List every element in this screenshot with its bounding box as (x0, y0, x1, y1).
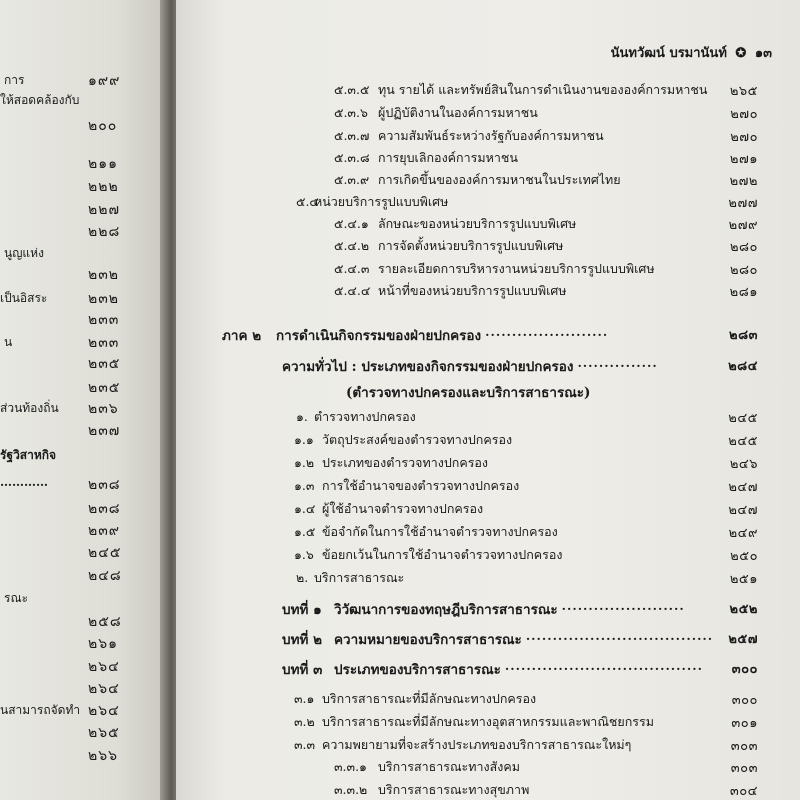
toc-title: วิวัฒนาการของทฤษฎีบริการสาธารณะ (334, 602, 558, 618)
toc-title: การใช้อำนาจของตำรวจทางปกครอง (322, 478, 520, 493)
toc-page-number: ๓๐๓ (730, 739, 758, 754)
toc-title: ความหมายของบริการสาธารณะ (334, 632, 522, 648)
toc-row (176, 192, 800, 212)
toc-title: การยุบเลิกองค์การมหาชน (378, 150, 518, 165)
left-entry-page: ๒๓๘ (88, 477, 121, 493)
toc-title: ผู้ใช้อำนาจตำรวจทางปกครอง (322, 501, 484, 516)
toc-number: ๓.๒ (294, 714, 315, 729)
toc-row (176, 281, 800, 301)
toc-title: การจัดตั้งหน่วยบริการรูปแบบพิเศษ (378, 238, 564, 253)
toc-number: ๓.๓.๑ (334, 759, 367, 774)
toc-page-number: ๒๕๑ (729, 572, 758, 587)
toc-page-number: ๒๗๑ (729, 152, 758, 167)
toc-row (176, 126, 800, 146)
header-author: นันทวัฒน์ บรมานันท์ (610, 46, 727, 61)
toc-title: การดำเนินกิจกรรมของฝ่ายปกครอง (276, 328, 482, 344)
toc-row (176, 148, 800, 168)
toc-number: บทที่ ๒ (282, 632, 322, 648)
page-header (611, 42, 772, 63)
toc-number: ๓.๓.๒ (334, 782, 368, 797)
left-entry-page: ๒๖๔ (88, 681, 120, 697)
toc-row (176, 712, 800, 732)
toc-page-number: ๒๗๗ (728, 196, 758, 211)
toc-leader-dots: ..................................... (504, 658, 703, 673)
toc-row (176, 780, 800, 800)
toc-title: บริการสาธารณะ (314, 570, 405, 585)
toc-title: ลักษณะของหน่วยบริการรูปแบบพิเศษ (378, 216, 577, 231)
toc-row (176, 407, 800, 427)
toc-page-number: ๓๐๐ (731, 662, 758, 677)
left-entry-page: ๒๓๕ (88, 356, 121, 372)
toc-title: บริการสาธารณะที่มีลักษณะทางอุตสาหกรรมและพาณิชยกรรม (322, 714, 654, 729)
toc-number: ภาค ๒ (222, 328, 262, 344)
toc-title: วัตถุประสงค์ของตำรวจทางปกครอง (322, 432, 513, 447)
toc-title: ผู้ปฏิบัติงานในองค์การมหาชน (378, 105, 538, 120)
toc-row (176, 658, 800, 678)
toc-page-number: ๒๘๔ (728, 359, 758, 374)
toc-page-number: ๒๘๐ (729, 263, 758, 278)
left-entry-page: ๒๒๘ (88, 224, 121, 240)
left-entry-page: ๒๐๐ (88, 118, 118, 134)
left-entry-page: ๒๓๒ (88, 291, 120, 307)
toc-page-number: ๓๐๓ (730, 761, 758, 776)
left-entry-page: ๒๓๙ (88, 523, 121, 539)
left-entry-page: ๒๖๑ (88, 636, 119, 652)
left-entry-page: ๒๖๔ (88, 659, 120, 675)
toc-page-number: ๒๔๕ (728, 434, 758, 449)
toc-page-number: ๒๘๑ (729, 285, 758, 300)
toc-number: บทที่ ๓ (282, 662, 323, 678)
left-entry-text: นูญแห่ง (4, 246, 44, 260)
toc-page-number: ๒๗๐ (730, 107, 758, 122)
toc-row (176, 598, 800, 618)
toc-page-number: ๒๔๙ (728, 526, 758, 541)
left-entry-page: ๒๒๗ (88, 202, 120, 218)
toc-number: ๑.๖ (294, 547, 314, 562)
toc-page-number: ๒๗๙ (728, 218, 758, 233)
left-entry-text: เป็นอิสระ (0, 291, 48, 305)
left-entry-page: ๒๔๘ (88, 568, 122, 584)
toc-row (176, 499, 800, 519)
left-entry-page: ๒๓๓ (88, 312, 120, 328)
toc-number: ๒. (296, 570, 309, 585)
toc-title: ความพยายามที่จะสร้างประเภทของบริการสาธารณะใหม่ๆ (322, 737, 632, 752)
toc-number: ๕.๓.๘ (334, 150, 370, 165)
toc-row (176, 453, 800, 473)
toc-row (176, 757, 800, 777)
toc-row (176, 568, 800, 588)
toc-number: ๕.๔.๒ (334, 238, 370, 253)
left-entry-page: ๒๓๓ (88, 335, 120, 351)
toc-page-number: ๒๗๐ (730, 130, 758, 145)
toc-number: ๕.๔.๓ (334, 261, 370, 276)
toc-page-number: ๓๐๑ (731, 716, 758, 731)
toc-row (176, 103, 800, 123)
toc-page-number: ๒๕๒ (729, 602, 758, 617)
toc-leader-dots: ................................... (525, 628, 714, 643)
toc-row (176, 735, 800, 755)
toc-number: ๑.๑ (294, 432, 314, 447)
toc-row (176, 324, 800, 344)
left-entry-page: ๒๓๕ (88, 380, 121, 396)
toc-leader-dots: ....................... (485, 324, 609, 339)
left-entry-page: ๒๕๘ (88, 614, 122, 630)
toc-title: ทุน รายได้ และทรัพย์สินในการดำเนินงานขององค์การมหาชน (378, 82, 708, 97)
toc-row (176, 689, 800, 709)
toc-page-number: ๒๔๖ (729, 457, 758, 472)
toc-number: ๓.๓ (294, 737, 316, 752)
toc-page-number: ๒๔๕ (728, 411, 758, 426)
left-entry-page: ๒๒๒ (88, 179, 119, 195)
toc-number: ๓.๑ (294, 691, 315, 706)
toc-title: หน่วยบริการรูปแบบพิเศษ (314, 194, 449, 209)
toc-number: ๑.๓ (294, 478, 315, 493)
toc-title: ประเภทของบริการสาธารณะ (334, 662, 501, 678)
left-entry-page: ๒๖๕ (88, 725, 120, 741)
left-entry-page: ๒๓๗ (88, 423, 121, 439)
toc-page-number: ๓๐๐ (731, 693, 758, 708)
toc-page-number: ๓๐๔ (729, 784, 758, 799)
toc-leader-dots: ............... (577, 355, 658, 370)
left-page (0, 0, 168, 800)
toc-title: ข้อยกเว้นในการใช้อำนาจตำรวจทางปกครอง (322, 547, 563, 562)
left-entry-text: การ (4, 73, 25, 87)
toc-number: ๕.๓.๖ (334, 105, 368, 120)
toc-page-number: ๒๔๗ (728, 503, 758, 518)
toc-row (176, 381, 800, 401)
left-entry-page: ๒๓๖ (88, 401, 119, 417)
toc-title: ข้อจำกัดในการใช้อำนาจตำรวจทางปกครอง (322, 524, 558, 539)
left-entry-page: ๑๙๙ (88, 73, 121, 89)
toc-number: ๑.๕ (294, 524, 316, 539)
toc-page-number: ๒๕๐ (730, 549, 758, 564)
toc-row (176, 545, 800, 565)
toc-title: ความสัมพันธ์ระหว่างรัฐกับองค์การมหาชน (378, 128, 604, 143)
toc-title: รายละเอียดการบริหารงานหน่วยบริการรูปแบบพิเศษ (378, 261, 655, 276)
left-entry-page: ๒๖๔ (88, 703, 120, 719)
toc-leader-dots: ....................... (561, 598, 685, 613)
left-entry-text: ส่วนท้องถิ่น (0, 401, 59, 415)
header-separator-icon: ✪ (735, 46, 747, 61)
right-page (176, 0, 800, 800)
toc-number: ๕.๓.๙ (334, 172, 370, 187)
toc-row (176, 430, 800, 450)
toc-row (176, 80, 800, 100)
toc-row (176, 522, 800, 542)
toc-row (176, 355, 800, 375)
left-entry-page: ๒๓๒ (88, 267, 120, 283)
toc-title: หน้าที่ของหน่วยบริการรูปแบบพิเศษ (378, 283, 567, 298)
toc-row (176, 628, 800, 648)
toc-page-number: ๒๖๕ (729, 84, 758, 99)
toc-page-number: ๒๕๗ (728, 632, 758, 647)
toc-row (176, 259, 800, 279)
toc-page-number: ๒๗๒ (729, 174, 758, 189)
toc-title: บริการสาธารณะทางสุขภาพ (378, 782, 530, 797)
header-page-number: ๑๓ (754, 46, 772, 61)
toc-title: ประเภทของตำรวจทางปกครอง (322, 455, 489, 470)
toc-title: การเกิดขึ้นขององค์การมหาชนในประเทศไทย (378, 172, 621, 187)
toc-number: ๑.๔ (294, 501, 316, 516)
toc-number: ๕.๓.๗ (334, 128, 370, 143)
toc-number: บทที่ ๑ (282, 602, 322, 618)
toc-page-number: ๒๘๐ (729, 240, 758, 255)
toc-page-number: ๒๘๓ (729, 328, 758, 343)
toc-number: ๕.๔.๑ (334, 216, 369, 231)
toc-row (176, 236, 800, 256)
left-entry-text: ให้สอดคล้องกับ (0, 93, 80, 107)
left-entry-page: ๒๖๖ (88, 748, 119, 764)
left-entry-text: ………… (0, 475, 48, 489)
toc-row (176, 214, 800, 234)
left-entry-text: รณะ (4, 591, 29, 605)
toc-number: ๕.๔ (296, 194, 319, 209)
left-entry-text: นสามารถจัดทำ (0, 703, 81, 717)
left-entry-text: รัฐวิสาหกิจ (0, 448, 57, 462)
toc-number: ๕.๓.๕ (334, 82, 370, 97)
toc-page-number: ๒๔๗ (728, 480, 758, 495)
toc-title: บริการสาธารณะทางสังคม (378, 759, 520, 774)
left-entry-page: ๒๓๘ (88, 501, 121, 517)
toc-title: บริการสาธารณะที่มีลักษณะทางปกครอง (322, 691, 537, 706)
toc-number: ๑.๒ (294, 455, 315, 470)
left-entry-text: น (4, 335, 13, 349)
toc-title: ความทั่วไป : ประเภทของกิจกรรมของฝ่ายปกครอง (282, 359, 574, 375)
left-entry-page: ๒๔๕ (88, 545, 122, 561)
left-entry-page: ๒๑๑ (88, 156, 119, 172)
toc-title: ตำรวจทางปกครอง (314, 409, 416, 424)
toc-number: ๕.๔.๔ (334, 283, 371, 298)
toc-number: ๑. (296, 409, 308, 424)
toc-row (176, 170, 800, 190)
toc-row (176, 476, 800, 496)
toc-title: (ตำรวจทางปกครองและบริการสาธารณะ) (346, 385, 591, 401)
